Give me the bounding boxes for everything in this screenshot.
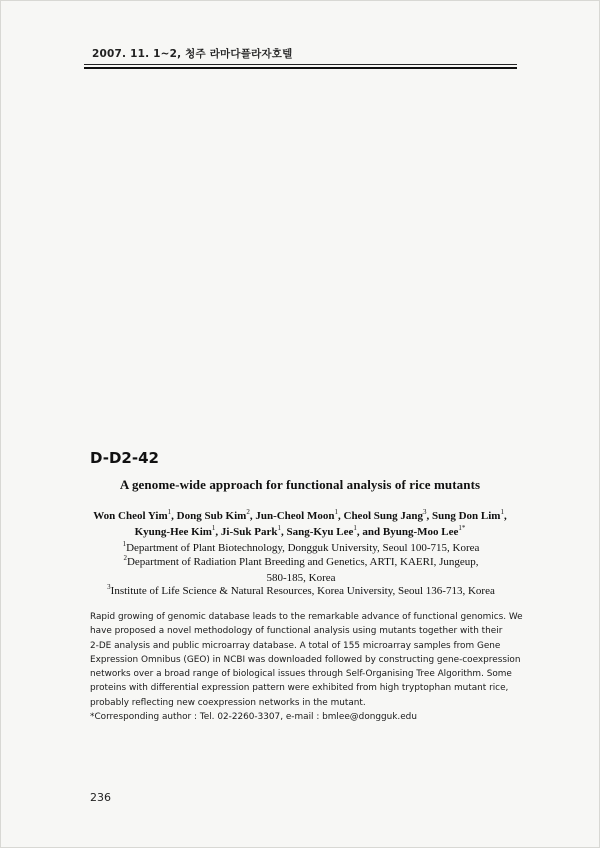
author: Byung-Moo Lee	[382, 526, 459, 538]
affiliation-text: Department of Radiation Plant Breeding and Genetics, ARTI, KAERI, Jungeup,	[126, 556, 479, 568]
abstract-line: Expression Omnibus (GEO) in NCBI was downloaded followed by constructing gene-coexpression	[90, 654, 521, 665]
abstract-line: proteins with differential expression pattern were exhibited from high tryptophan mutant rice,	[90, 683, 509, 694]
abstract-line: have proposed a novel methodology of functional analysis using mutants together with their	[90, 626, 503, 637]
author: Sang-Kyu Lee	[286, 526, 354, 538]
abstract-line: networks over a broad range of biological issues through Self-Organising Tree Algorithm. Some	[90, 669, 512, 680]
author: Ji-Suk Park	[220, 526, 278, 538]
affiliation-sup: 2	[123, 554, 127, 562]
affiliation-text-cont: 580-185, Korea	[266, 572, 336, 584]
affiliation-sup: 3	[107, 583, 111, 591]
author-sup: 1	[500, 508, 504, 516]
affiliation-text: Department of Plant Biotechnology, Dongguk University, Seoul 100-715, Korea	[126, 542, 480, 554]
affiliation-sup: 1	[122, 540, 127, 548]
abstract-line: probably reflecting new coexpression networks in the mutant.	[90, 697, 366, 708]
author-line-1: Won Cheol Yim$^1$, Dong Sub Kim$^2$, Jun-Cheol Moon$^1$, Cheol Sung Jang$^3$, Sung Don Lim$^1$, Kyung-Hee Kim$^1$, Ji-Suk Park$^1$, Sang-Kyu Lee$^1$, and Byung-Moo Lee$^{1*}$	[93, 508, 507, 538]
abstract-line: 2-DE analysis and public microarray database. A total of 155 microarray samples from Gene	[90, 640, 501, 651]
author-sup: 1	[211, 524, 216, 532]
author-sup: 1	[167, 508, 172, 516]
author-list	[92, 508, 508, 540]
author: Kyung-Hee Kim	[134, 526, 212, 538]
running-header: 2007. 11. 1~2, 청주 라마다플라자호텔	[92, 48, 293, 60]
author: Cheol Sung Jang	[343, 510, 423, 522]
author-sup: 3	[422, 508, 427, 516]
author: Dong Sub Kim	[176, 510, 247, 522]
affiliation-2	[86, 554, 516, 586]
author: Jun-Cheol Moon	[255, 510, 335, 522]
abstract-line: Rapid growing of genomic database leads to the remarkable advance of functional genomics. We	[90, 612, 523, 622]
author-sup: 2	[246, 508, 250, 516]
author: Won Cheol Yim	[93, 510, 168, 522]
author-conjunction: and	[362, 526, 381, 538]
author-sup: 1	[353, 524, 357, 532]
paper-code: D-D2-42	[90, 449, 159, 467]
corresponding-author: *Corresponding author : Tel. 02-2260-3307, e-mail : bmlee@dongguk.edu	[90, 712, 417, 723]
author-sup: 1	[334, 508, 338, 516]
author-sup: 1	[277, 524, 281, 532]
author-sup: 1*	[458, 524, 466, 532]
page-number: 236	[90, 791, 111, 804]
affiliation-3	[86, 583, 516, 599]
abstract	[90, 610, 523, 724]
affiliation-text: Institute of Life Science & Natural Resources, Korea University, Seoul 136-713, Korea	[110, 585, 495, 597]
author: Sung Don Lim	[431, 510, 501, 522]
paper-title: A genome-wide approach for functional analysis of rice mutants	[119, 477, 481, 492]
header-rule-thin	[84, 64, 517, 65]
header-rule-thick	[84, 67, 517, 69]
